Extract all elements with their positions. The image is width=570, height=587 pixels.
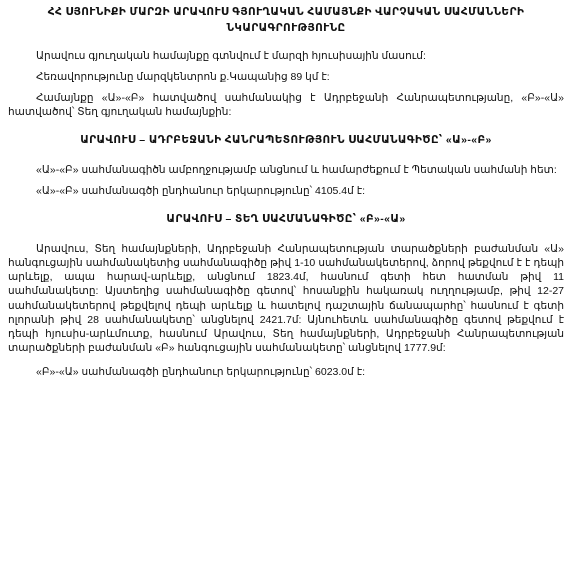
section-1-title: ԱՐԱՎՈՒՍ – ԱԴՐԲԵՋԱՆԻ ՀԱՆՐԱՊԵՏՈՒԹՅՈՒՆ ՍԱՀՄԱՆԱԳԻԾԸ՝ «Ա»-«Բ» bbox=[80, 134, 492, 147]
section-2-length: «Բ»-«Ա» սահմանագծի ընդհանուր երկարությունը՝ 6023.0մ է: bbox=[36, 366, 366, 379]
intro-paragraph-location: Արավուս գյուղական համայնքը գտնվում է մարզի հյուսիսային մասում: bbox=[36, 49, 426, 62]
title-line-1: ՀՀ ՍՅՈՒՆԻՔԻ ՄԱՐԶԻ ԱՐԱՎՈՒՍ ԳՅՈՒՂԱԿԱՆ ՀԱՄԱՅՆՔԻ ՎԱՐՉԱԿԱՆ ՍԱՀՄԱՆՆԵՐԻ bbox=[47, 6, 525, 18]
intro-paragraph-distance: Հեռավորությունը մարզկենտրոն ք.Կապանից 89 կմ է: bbox=[36, 70, 330, 83]
intro-section bbox=[8, 49, 564, 120]
section-2-text: Արավուս, Տեղ համայնքների, Ադրբեջանի Հանրապետության տարածքների բաժանման «Ա» հանգուցային սահմանակետից սահմանագիծը թիվ 1-10 սահմանակետերով, ձորով թեքվում է է դեպի արևելք, ապա հարավ-արևելք, անցնում 1823.4մ, հասնում գետի հետ հատման թիվ 11 սահմանակետը: Այստեղից սահմանագիծը գետով՝ հոսանքին հակառակ ուղղությամբ, թիվ 12-27 սահմանակետերով թեքվելով դեպի արևելք և հատելով դաշտային ճանապարհը՝ հասնում է գետի ոլորանի թիվ 28 սահմանակետը՝ անցնելով 2421.7մ: Այնուհետև սահմանագիծը գետով թեքվում է դեպի հյուսիս-արևմուտք, հասնում Արավուս, Տեղ համայնքների, Ադրբեջանի Հանրապետության տարածքների բաժանման «Բ» հանգուցային սահմանակետը՝ անցնելով 1777.9մ: bbox=[8, 242, 564, 355]
section-2-title: ԱՐԱՎՈՒՍ – ՏԵՂ ՍԱՀՄԱՆԱԳԻԾԸ՝ «Բ»-«Ա» bbox=[166, 212, 406, 225]
section-1-text: «Ա»-«Բ» սահմանագիծն ամբողջությամբ անցնում և համարժեքում է Պետական սահմանի հետ: bbox=[36, 164, 557, 177]
section-1-length: «Ա»-«Բ» սահմանագծի ընդհանուր երկարությունը՝ 4105.4մ է: bbox=[36, 184, 366, 197]
title-line-2: ՆԿԱՐԱԳՐՈՒԹՅՈՒՆԸ bbox=[226, 22, 346, 35]
document-title bbox=[8, 4, 564, 37]
intro-paragraph-borders: Համայնքը «Ա»-«Բ» հատվածով սահմանակից է Ադրբեջանի Հանրապետությանը, «Բ»-«Ա» հատվածով՝ Տեղ գյուղական համայնքին: bbox=[8, 91, 564, 119]
